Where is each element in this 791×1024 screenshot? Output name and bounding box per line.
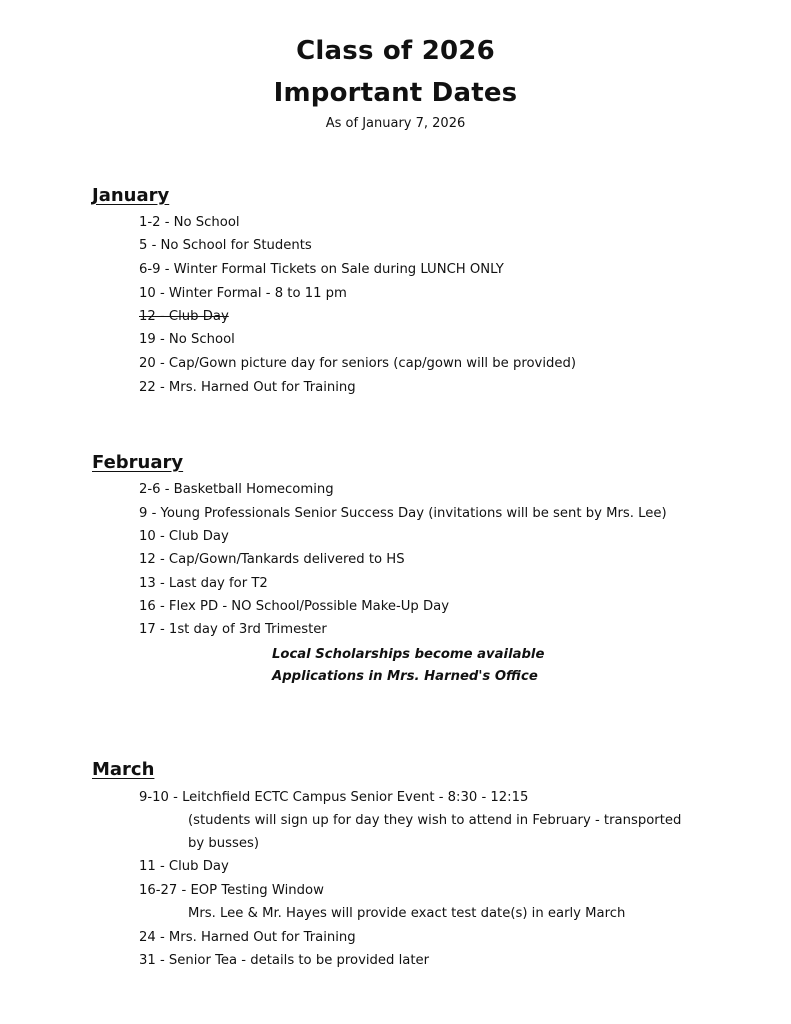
scholarship-note: Local Scholarships become available [272,647,545,662]
applications-note: Applications in Mrs. Harned's Office [272,669,538,684]
month-heading-january: January [92,185,170,206]
list-item: 16-27 - EOP Testing Window [139,883,324,898]
list-item: 19 - No School [139,332,235,347]
list-item-cancelled: 12 - Club Day [139,309,229,324]
list-item: 2-6 - Basketball Homecoming [139,482,334,497]
list-item-detail: (students will sign up for day they wish to attend in February - transported [188,813,682,828]
list-item-detail: by busses) [188,836,259,851]
list-item: 17 - 1st day of 3rd Trimester [139,622,327,637]
list-item-detail: Mrs. Lee & Mr. Hayes will provide exact test date(s) in early March [188,906,626,921]
list-item: 12 - Cap/Gown/Tankards delivered to HS [139,552,405,567]
list-item: 1-2 - No School [139,215,240,230]
list-item: 20 - Cap/Gown picture day for seniors (cap/gown will be provided) [139,356,576,371]
list-item: 22 - Mrs. Harned Out for Training [139,380,356,395]
list-item: 24 - Mrs. Harned Out for Training [139,930,356,945]
list-item: 6-9 - Winter Formal Tickets on Sale during LUNCH ONLY [139,262,504,277]
list-item: 11 - Club Day [139,859,229,874]
month-heading-february: February [92,452,184,473]
list-item: 10 - Winter Formal - 8 to 11 pm [139,286,347,301]
title-line-2: Important Dates [273,78,518,108]
list-item: 5 - No School for Students [139,238,312,253]
month-heading-march: March [92,759,155,780]
list-item: 9 - Young Professionals Senior Success Day (invitations will be sent by Mrs. Lee) [139,506,667,521]
title-line-1: Class of 2026 [296,36,495,66]
list-item: 31 - Senior Tea - details to be provided later [139,953,430,968]
list-item: 16 - Flex PD - NO School/Possible Make-Up Day [139,599,450,614]
list-item: 13 - Last day for T2 [139,576,268,591]
list-item: 10 - Club Day [139,529,229,544]
as-of-date: As of January 7, 2026 [325,116,466,131]
list-item: 9-10 - Leitchfield ECTC Campus Senior Event - 8:30 - 12:15 [139,790,529,805]
